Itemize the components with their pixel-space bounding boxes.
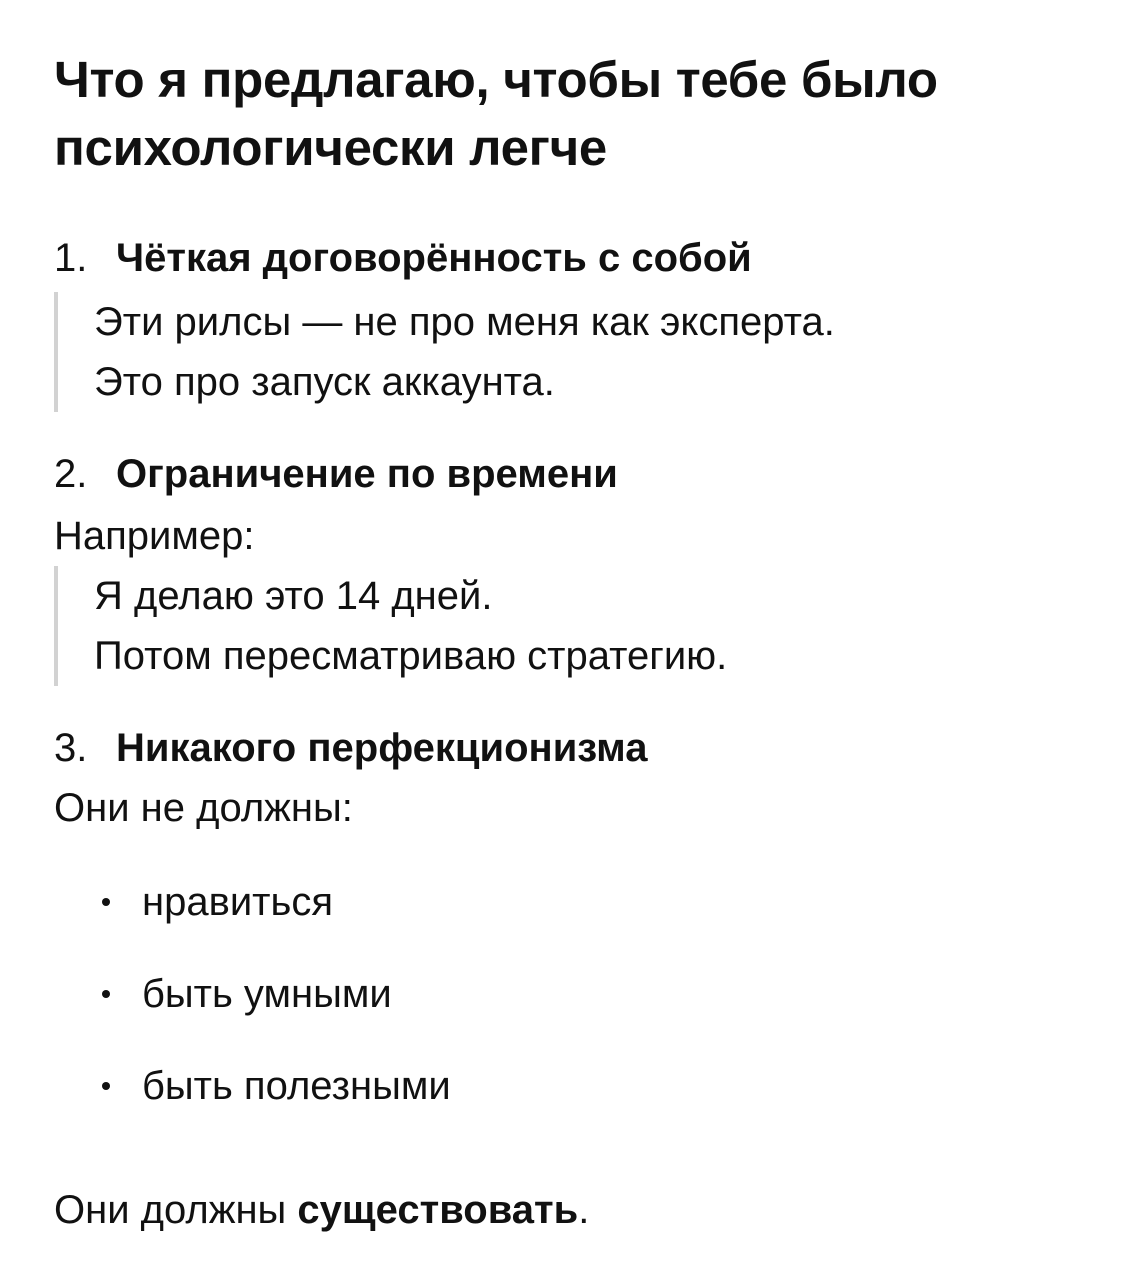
quote-line: Эти рилсы — не про меня как эксперта. [94, 300, 835, 344]
closing-suffix: . [578, 1188, 590, 1232]
list-item-title: Ограничение по времени [116, 452, 618, 496]
closing-prefix: Они должны [54, 1188, 298, 1232]
list-item-title: Никакого перфекционизма [116, 726, 648, 770]
bullet-item [100, 1056, 451, 1116]
quote-line: Потом пересматриваю стратегию. [94, 634, 728, 678]
list-item-number: 2. [54, 452, 88, 496]
bullet-icon [102, 1082, 110, 1090]
list-item-number: 1. [54, 236, 88, 280]
bullet-icon [102, 898, 110, 906]
quote-line: Я делаю это 14 дней. [94, 574, 493, 618]
page-title: Что я предлагаю, чтобы тебе было психологически легче [54, 51, 938, 176]
blockquote-1 [54, 292, 835, 412]
item-3-intro: Они не должны: [54, 786, 353, 830]
bullet-list [100, 872, 451, 1148]
closing-emphasis: существовать [297, 1188, 579, 1232]
bullet-icon [102, 990, 110, 998]
list-item-number: 3. [54, 726, 88, 770]
bullet-text: нравиться [142, 880, 333, 924]
list-item-title: Чёткая договорённость с собой [116, 236, 752, 280]
quote-line: Это про запуск аккаунта. [94, 360, 555, 404]
bullet-item [100, 872, 451, 932]
bullet-item [100, 964, 451, 1024]
bullet-text: быть полезными [142, 1064, 451, 1108]
list-item-1-heading [54, 232, 752, 284]
item-2-intro: Например: [54, 514, 255, 558]
list-item-2-heading [54, 448, 618, 500]
list-item-3-heading [54, 722, 647, 774]
bullet-text: быть умными [142, 972, 392, 1016]
blockquote-2 [54, 566, 727, 686]
closing-line [54, 1184, 589, 1236]
